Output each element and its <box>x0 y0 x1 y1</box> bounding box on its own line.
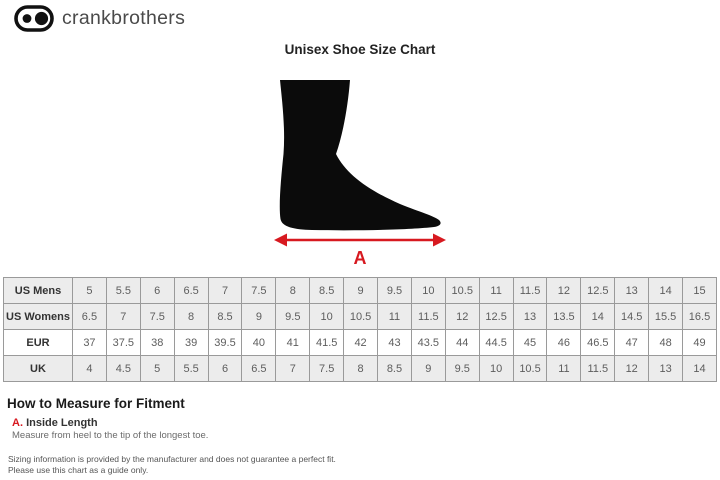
size-cell: 11 <box>479 278 513 304</box>
size-cell: 10 <box>411 278 445 304</box>
size-cell: 8 <box>344 356 378 382</box>
size-row-us-mens <box>4 278 717 304</box>
size-cell: 46.5 <box>581 330 615 356</box>
size-cell: 15 <box>683 278 717 304</box>
size-cell: 13 <box>513 304 547 330</box>
size-cell: 11 <box>378 304 412 330</box>
size-cell: 9 <box>242 304 276 330</box>
size-cell: 14.5 <box>615 304 649 330</box>
measure-item-name: Inside Length <box>26 417 98 429</box>
size-row-label: US Mens <box>4 278 73 304</box>
size-cell: 12 <box>615 356 649 382</box>
size-cell: 6 <box>208 356 242 382</box>
size-cell: 11.5 <box>581 356 615 382</box>
size-cell: 12 <box>547 278 581 304</box>
size-cell: 7 <box>208 278 242 304</box>
brand-name: crankbrothers <box>62 7 186 29</box>
size-cell: 40 <box>242 330 276 356</box>
size-cell: 13 <box>649 356 683 382</box>
size-cell: 9 <box>411 356 445 382</box>
size-cell: 39 <box>174 330 208 356</box>
size-cell: 6.5 <box>242 356 276 382</box>
size-cell: 7.5 <box>310 356 344 382</box>
size-cell: 5.5 <box>174 356 208 382</box>
size-cell: 9 <box>344 278 378 304</box>
measure-item-key: A. <box>12 417 23 429</box>
footer-disclaimer-line2: Please use this chart as a guide only. <box>8 465 149 475</box>
size-cell: 49 <box>683 330 717 356</box>
size-cell: 41.5 <box>310 330 344 356</box>
size-cell: 10 <box>310 304 344 330</box>
size-cell: 15.5 <box>649 304 683 330</box>
size-cell: 43.5 <box>411 330 445 356</box>
size-cell: 10.5 <box>445 278 479 304</box>
size-chart-table-wrap <box>3 277 717 382</box>
size-cell: 13.5 <box>547 304 581 330</box>
size-cell: 6.5 <box>73 304 107 330</box>
footer-disclaimer <box>8 454 336 476</box>
measure-section-heading: How to Measure for Fitment <box>7 396 185 411</box>
size-cell: 44 <box>445 330 479 356</box>
size-cell: 5 <box>140 356 174 382</box>
size-cell: 12 <box>445 304 479 330</box>
size-row-label: US Womens <box>4 304 73 330</box>
footer-disclaimer-line1: Sizing information is provided by the manufacturer and does not guarantee a perfect fit. <box>8 454 336 464</box>
brand-header[interactable] <box>14 5 185 32</box>
size-cell: 8 <box>174 304 208 330</box>
size-row-label: EUR <box>4 330 73 356</box>
size-cell: 42 <box>344 330 378 356</box>
size-cell: 48 <box>649 330 683 356</box>
size-cell: 5 <box>73 278 107 304</box>
size-chart-table-body <box>4 278 717 382</box>
crankbrothers-logo-icon <box>14 5 54 32</box>
size-cell: 4.5 <box>106 356 140 382</box>
size-cell: 8.5 <box>208 304 242 330</box>
size-cell: 10 <box>479 356 513 382</box>
size-row-us-womens <box>4 304 717 330</box>
size-cell: 11.5 <box>411 304 445 330</box>
size-row-label: UK <box>4 356 73 382</box>
page-title: Unisex Shoe Size Chart <box>284 42 436 57</box>
size-cell: 9.5 <box>276 304 310 330</box>
size-cell: 13 <box>615 278 649 304</box>
size-cell: 9.5 <box>445 356 479 382</box>
size-cell: 44.5 <box>479 330 513 356</box>
size-cell: 12.5 <box>581 278 615 304</box>
size-cell: 5.5 <box>106 278 140 304</box>
size-cell: 6 <box>140 278 174 304</box>
foot-silhouette-icon <box>280 80 441 230</box>
size-cell: 37 <box>73 330 107 356</box>
measure-item-description: Measure from heel to the tip of the longest toe. <box>12 430 209 441</box>
size-cell: 45 <box>513 330 547 356</box>
size-cell: 14 <box>581 304 615 330</box>
size-cell: 4 <box>73 356 107 382</box>
size-cell: 8.5 <box>378 356 412 382</box>
measurement-arrow-icon <box>274 234 446 247</box>
size-cell: 12.5 <box>479 304 513 330</box>
measure-item-title <box>12 417 98 429</box>
measurement-label-a: A <box>353 248 367 268</box>
size-cell: 7.5 <box>242 278 276 304</box>
size-cell: 7 <box>106 304 140 330</box>
size-cell: 8.5 <box>310 278 344 304</box>
size-cell: 7 <box>276 356 310 382</box>
size-row-uk <box>4 356 717 382</box>
size-cell: 37.5 <box>106 330 140 356</box>
size-cell: 38 <box>140 330 174 356</box>
size-cell: 14 <box>649 278 683 304</box>
foot-measurement-diagram <box>272 78 448 270</box>
size-cell: 6.5 <box>174 278 208 304</box>
size-cell: 7.5 <box>140 304 174 330</box>
size-cell: 43 <box>378 330 412 356</box>
size-cell: 9.5 <box>378 278 412 304</box>
size-cell: 11.5 <box>513 278 547 304</box>
size-cell: 14 <box>683 356 717 382</box>
size-cell: 8 <box>276 278 310 304</box>
size-cell: 16.5 <box>683 304 717 330</box>
size-cell: 46 <box>547 330 581 356</box>
size-cell: 41 <box>276 330 310 356</box>
size-cell: 39.5 <box>208 330 242 356</box>
size-cell: 10.5 <box>513 356 547 382</box>
size-chart-table <box>3 277 717 382</box>
size-cell: 47 <box>615 330 649 356</box>
size-cell: 11 <box>547 356 581 382</box>
size-cell: 10.5 <box>344 304 378 330</box>
size-row-eur <box>4 330 717 356</box>
